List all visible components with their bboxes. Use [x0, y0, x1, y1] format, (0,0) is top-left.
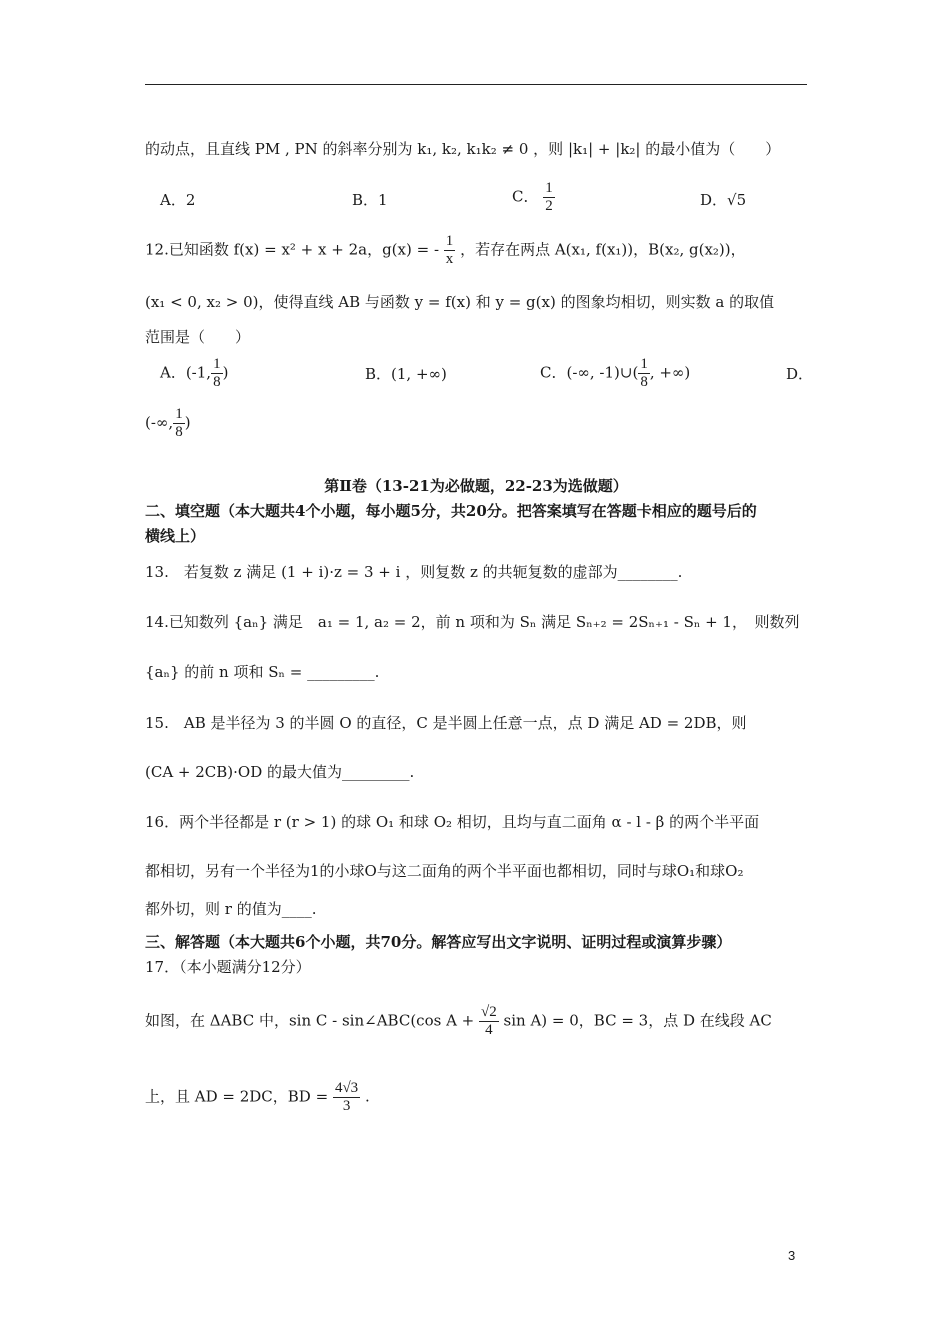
q17-header: 17．（本小题满分12分） [145, 958, 311, 976]
q12-line-2: (x₁ < 0, x₂ > 0)，使得直线 AB 与函数 y = f(x) 和 y = g(x) 的图象均相切，则实数 a 的取值 [145, 293, 775, 311]
q12-line-1-b: ，若存在两点 A(x₁, f(x₁))，B(x₂, g(x₂))， [460, 240, 746, 259]
q11-option-d: D．√5 [700, 191, 747, 209]
q17-line-1 [145, 1004, 807, 1039]
q12-option-c [540, 356, 690, 391]
q12-option-d-label: D． [786, 365, 814, 383]
q12-line-3: 范围是（ ） [145, 328, 251, 346]
q13: 13. 若复数 z 满足 (1 + i)·z = 3 + i ，则复数 z 的共轭复数的虚部为________. [145, 563, 683, 581]
q11-option-c-label: C． [512, 187, 539, 206]
q12-option-a-fraction [211, 356, 223, 391]
q12-line-1-a: 12.已知函数 f(x) = x² + x + 2a，g(x) = - [145, 240, 440, 259]
q17-line-2 [145, 1080, 807, 1115]
q17-line-2-b: . [364, 1087, 370, 1106]
fraction-numerator: 1 [545, 180, 553, 196]
fraction-denominator: 4 [485, 1022, 493, 1038]
page-number: 3 [788, 1248, 796, 1263]
fraction-numerator: 1 [640, 356, 648, 372]
q12-option-c-pre: C．(-∞, -1)∪( [540, 363, 639, 382]
fraction-numerator: √2 [481, 1004, 497, 1020]
fraction-denominator: x [445, 251, 454, 267]
q17-line-1-b: sin A) = 0，BC = 3，点 D 在线段 AC [503, 1011, 772, 1030]
q14-line-1: 14.已知数列 {aₙ} 满足 a₁ = 1, a₂ = 2，前 n 项和为 Sₙ 满足 Sₙ₊₂ = 2Sₙ₊₁ - Sₙ + 1， 则数列 [145, 613, 800, 631]
q16-line-2: 都相切，另有一个半径为1的小球O与这二面角的两个半平面也都相切，同时与球O₁和球O₂ [145, 862, 744, 880]
q12-g-fraction [444, 233, 456, 268]
q12-option-a-post: ) [222, 363, 229, 382]
q11-option-c [512, 180, 555, 215]
q12-line-1 [145, 233, 807, 268]
q15-line-2: (CA + 2CB)·OD 的最大值为_________. [145, 763, 415, 781]
q11-option-a: A．2 [160, 191, 196, 209]
section-3-heading: 三、解答题（本大题共6个小题，共70分。解答应写出文字说明、证明过程或演算步骤） [145, 933, 732, 951]
fraction-denominator: 8 [213, 374, 221, 390]
q12-option-c-fraction [638, 356, 650, 391]
q16-line-1: 16．两个半径都是 r (r > 1) 的球 O₁ 和球 O₂ 相切，且均与直二面角 α - l - β 的两个半平面 [145, 813, 760, 831]
q17-line-1-a: 如图，在 ΔABC 中，sin C - sin∠ABC(cos A + [145, 1011, 475, 1030]
q12-option-b: B．(1, +∞) [365, 365, 447, 383]
q12-option-d-post: ) [184, 413, 191, 432]
q12-option-a [160, 356, 228, 391]
q16-line-3: 都外切，则 r 的值为____. [145, 900, 317, 918]
q12-option-d-pre: (-∞, [145, 413, 174, 432]
header-rule [145, 84, 807, 85]
q11-option-b: B．1 [352, 191, 388, 209]
q11-option-c-fraction [543, 180, 555, 215]
part-2-title: 第Ⅱ卷（13-21为必做题，22-23为选做题） [324, 477, 628, 495]
q17-line-2-a: 上，且 AD = 2DC，BD = [145, 1087, 329, 1106]
q11-tail: 的动点，且直线 PM , PN 的斜率分别为 k₁, k₂, k₁k₂ ≠ 0 ，则 |k₁| + |k₂| 的最小值为（ ） [145, 140, 781, 158]
q12-option-d-fraction [173, 406, 185, 441]
q12-option-a-pre: A．(-1, [160, 363, 212, 382]
section-2-heading-line-2: 横线上） [145, 527, 206, 545]
fraction-denominator: 8 [175, 424, 183, 440]
q12-option-c-post: , +∞) [649, 363, 691, 382]
q14-line-2: {aₙ} 的前 n 项和 Sₙ = _________. [145, 663, 380, 681]
fraction-numerator: 1 [175, 406, 183, 422]
fraction-denominator: 3 [342, 1098, 351, 1114]
fraction-numerator: 4√3 [334, 1080, 359, 1096]
q17-sqrt2-fraction [479, 1004, 499, 1039]
q15-line-1: 15. AB 是半径为 3 的半圆 O 的直径，C 是半圆上任意一点，点 D 满足 AD = 2DB，则 [145, 714, 747, 732]
section-2-heading-line-1: 二、填空题（本大题共4个小题，每小题5分，共20分。把答案填写在答题卡相应的题号后的 [145, 502, 757, 520]
fraction-numerator: 1 [445, 233, 454, 249]
q17-bd-fraction [333, 1080, 360, 1115]
fraction-numerator: 1 [213, 356, 221, 372]
fraction-denominator: 2 [545, 198, 553, 214]
fraction-denominator: 8 [640, 374, 648, 390]
q12-option-d [145, 406, 191, 441]
